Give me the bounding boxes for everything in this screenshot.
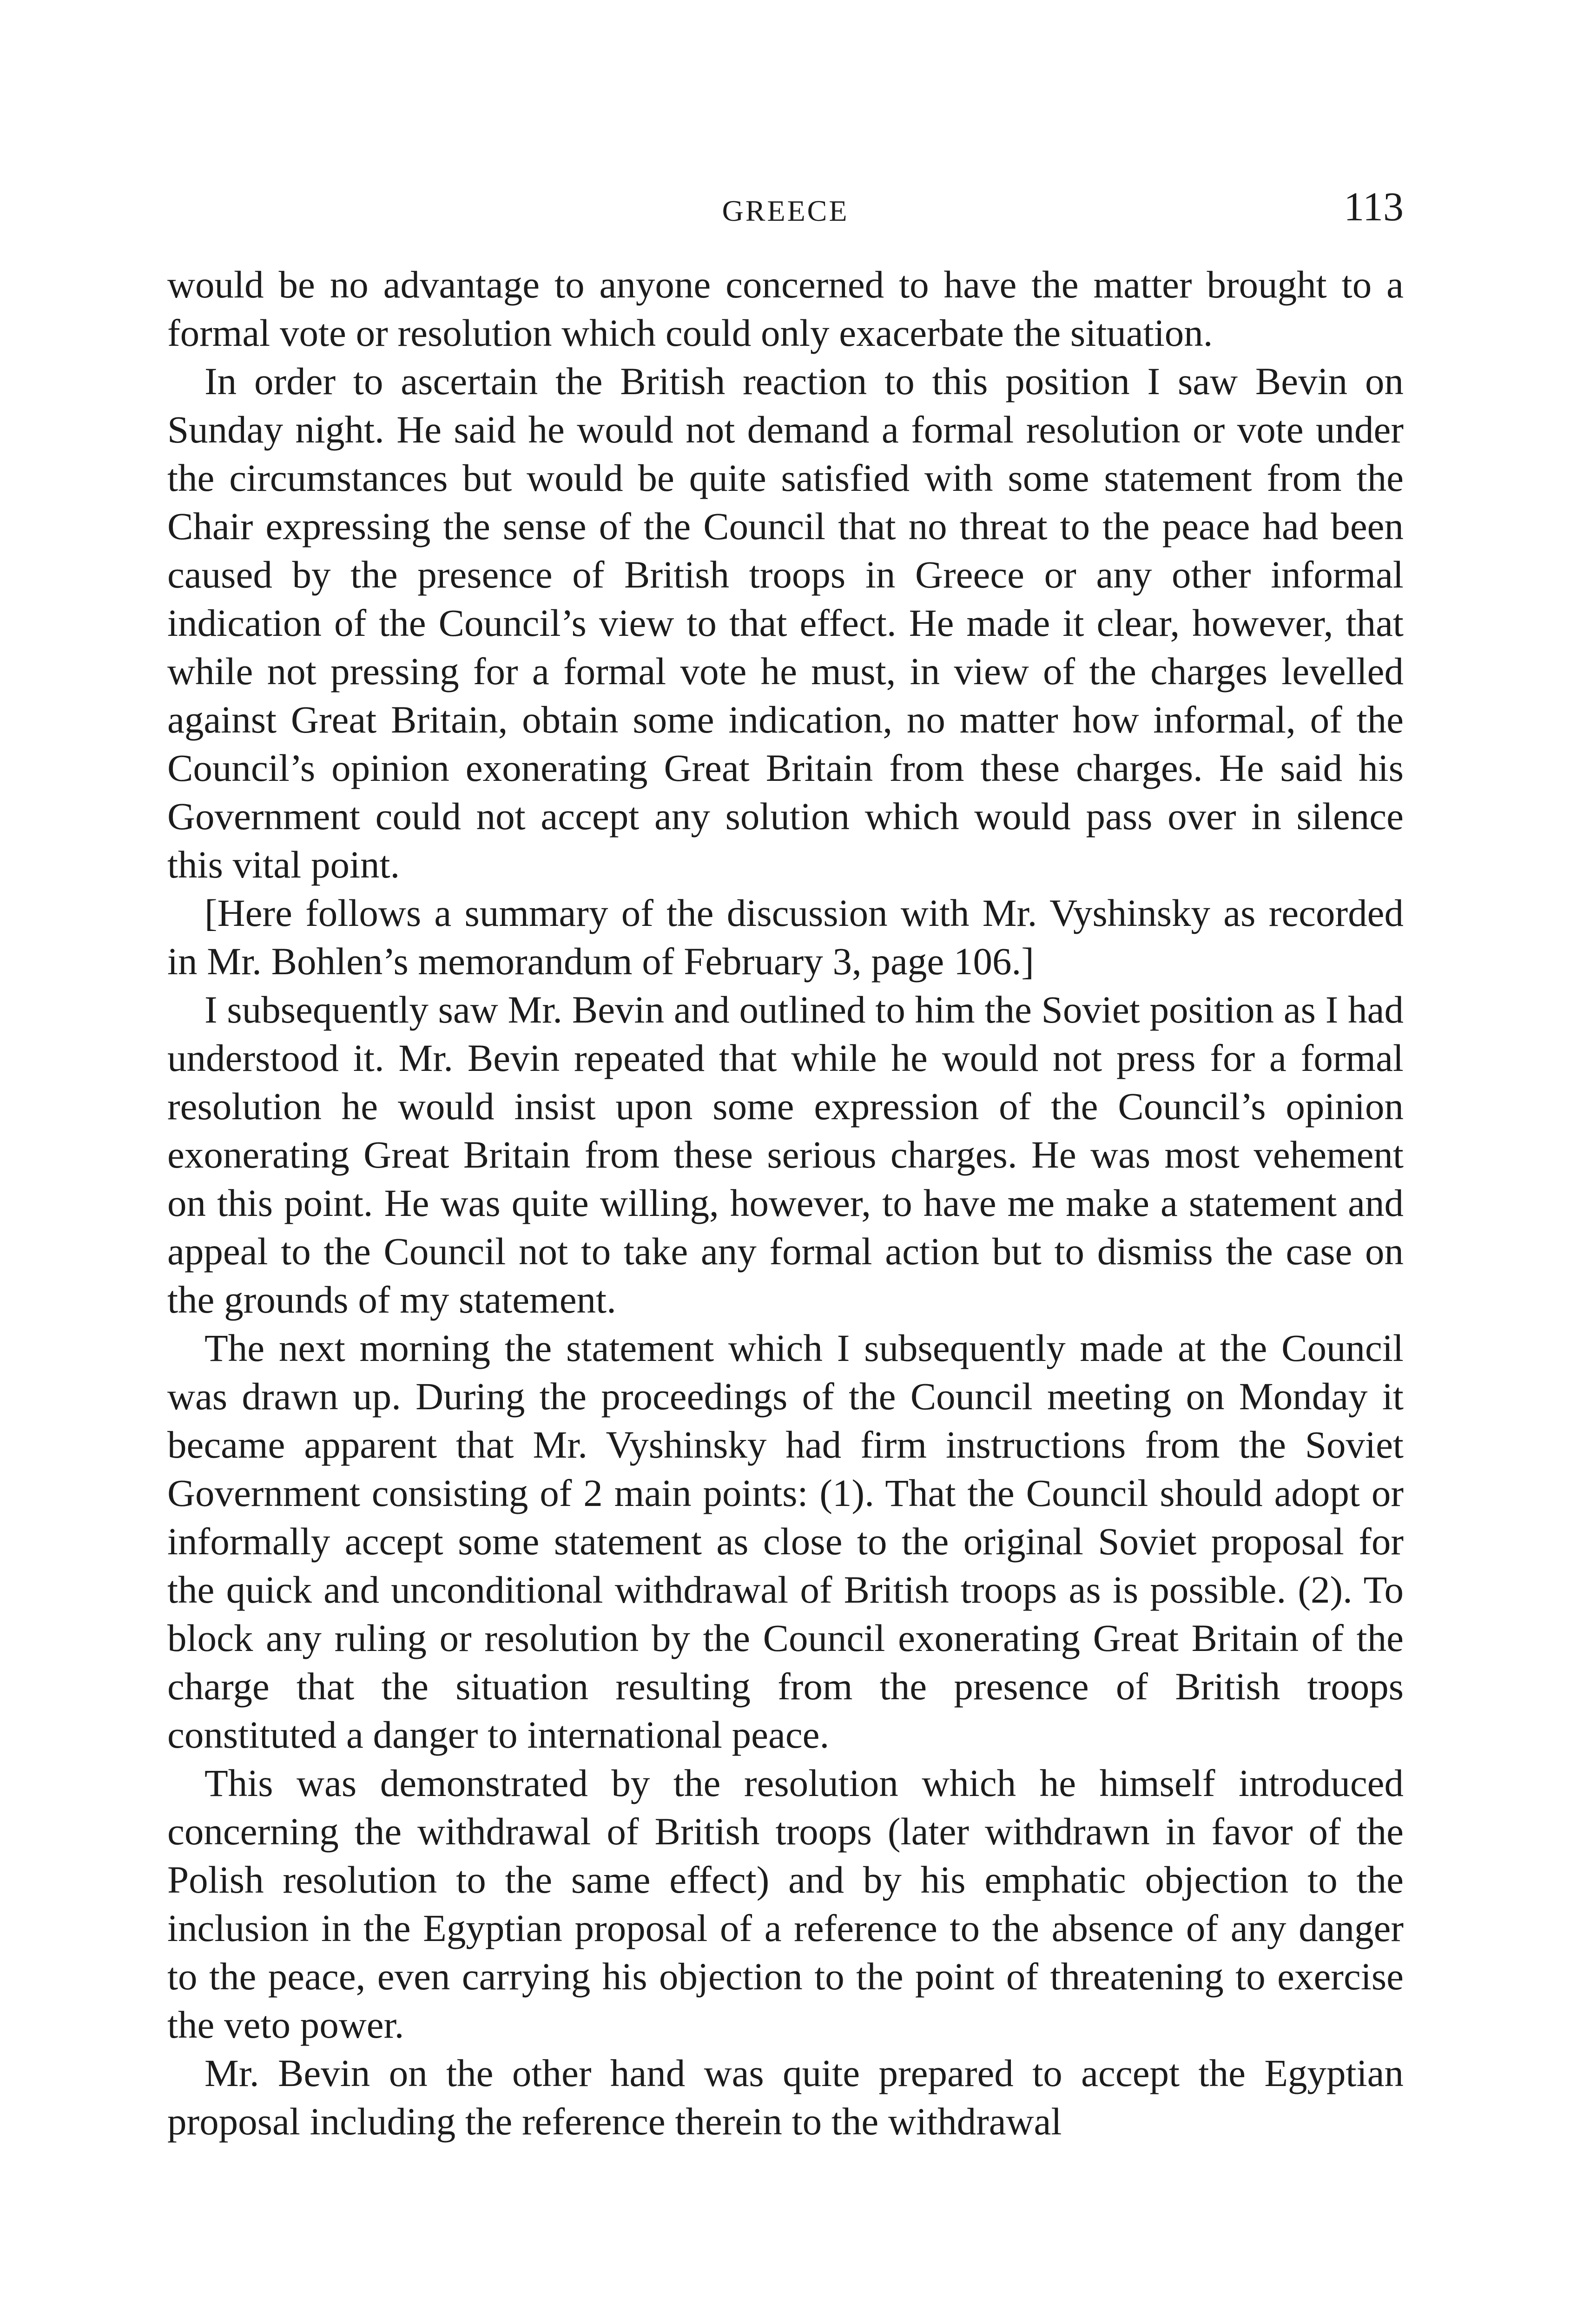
body-text <box>167 260 1404 2146</box>
running-head <box>167 184 1404 235</box>
paragraph: Mr. Bevin on the other hand was quite prepared to accept the Egyptian proposal including the reference therein to the withdrawal <box>167 2052 1404 2143</box>
paragraph: I subsequently saw Mr. Bevin and outlined to him the Soviet position as I had understood it. Mr. Bevin repeated that while he would not press for a formal resolution he would insist upon some expression of the Council’s opinion exonerating Great Britain from these serious charges. He was most vehement on this point. He was quite willing, however, to have me make a statement and appeal to the Council not to take any formal action but to dismiss the case on the grounds of my statement. <box>167 988 1404 1321</box>
running-title: GREECE <box>722 194 849 227</box>
paragraph-editorial-note: [Here follows a summary of the discussion with Mr. Vyshinsky as recorded in Mr. Bohlen’s memorandum of February 3, page 106.] <box>167 891 1404 983</box>
paragraph: In order to ascertain the British reaction to this position I saw Bevin on Sunday night. He said he would not demand a formal resolution or vote under the circumstances but would be quite satisfied with some statement from the Chair expressing the sense of the Council that no threat to the peace had been caused by the presence of British troops in Greece or any other informal indication of the Council’s view to that effect. He made it clear, however, that while not pressing for a formal vote he must, in view of the charges levelled against Great Britain, obtain some indication, no matter how informal, of the Council’s opinion exonerating Great Britain from these charges. He said his Government could not accept any solution which would pass over in silence this vital point. <box>167 360 1404 886</box>
paragraph-continuation: would be no advantage to anyone concerned to have the matter brought to a formal vote or resolution which could only exacerbate the situation. <box>167 263 1404 354</box>
paragraph: The next morning the statement which I subsequently made at the Council was drawn up. During the proceedings of the Council meeting on Monday it became apparent that Mr. Vyshinsky had firm instructions from the Soviet Government consisting of 2 main points: (1). That the Council should adopt or informally accept some statement as close to the original Soviet proposal for the quick and unconditional withdrawal of British troops as is possible. (2). To block any ruling or resolution by the Council exonerating Great Britain of the charge that the situation resulting from the presence of British troops constituted a danger to international peace. <box>167 1327 1404 1756</box>
paragraph: This was demonstrated by the resolution which he himself introduced concerning the withdrawal of British troops (later withdrawn in favor of the Polish resolution to the same effect) and by his emphatic objection to the inclusion in the Egyptian proposal of a reference to the absence of any danger to the peace, even carrying his objection to the point of threatening to exercise the veto power. <box>167 1762 1404 2046</box>
page-number: 113 <box>1344 185 1404 230</box>
